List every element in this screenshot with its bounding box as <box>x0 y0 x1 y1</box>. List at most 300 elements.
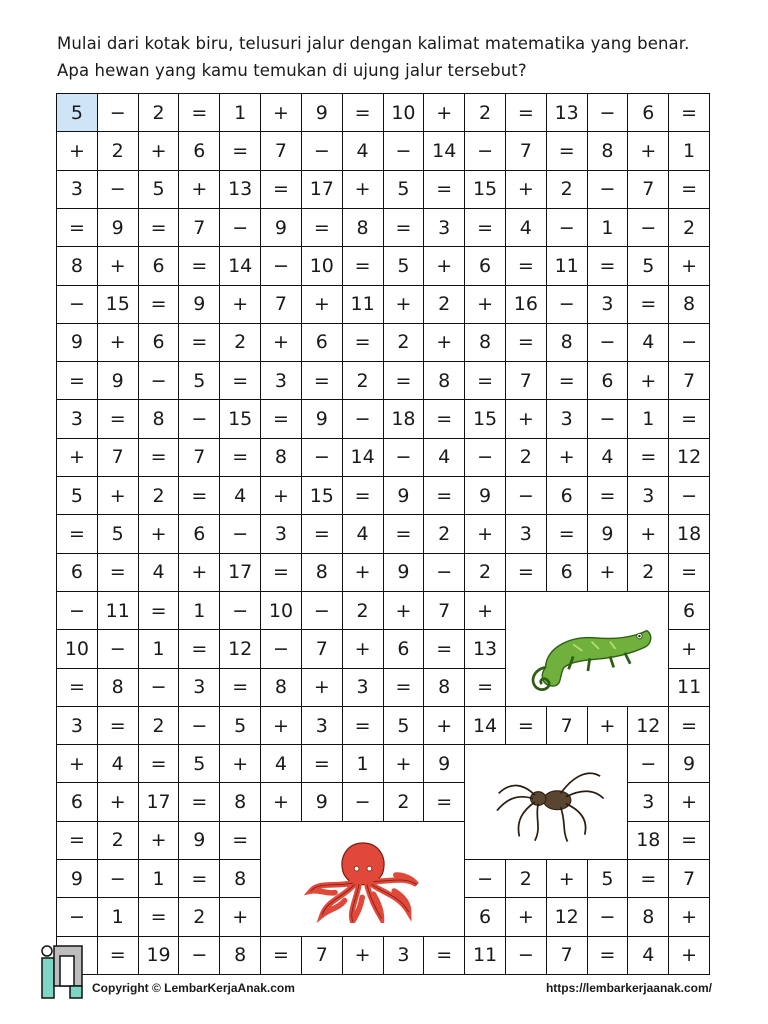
grid-cell[interactable]: 6 <box>464 246 506 285</box>
grid-cell[interactable]: 5 <box>178 744 220 783</box>
grid-cell[interactable]: − <box>138 361 180 400</box>
grid-cell[interactable]: − <box>546 285 588 324</box>
grid-cell[interactable]: 18 <box>383 399 425 438</box>
grid-cell[interactable]: = <box>219 131 261 170</box>
grid-cell[interactable]: 7 <box>423 591 465 630</box>
grid-cell[interactable]: + <box>219 744 261 783</box>
grid-cell[interactable]: = <box>97 936 139 975</box>
grid-cell[interactable]: = <box>138 208 180 247</box>
grid-cell[interactable]: = <box>301 208 343 247</box>
grid-cell[interactable]: 3 <box>56 706 98 745</box>
grid-cell[interactable]: 5 <box>627 246 669 285</box>
grid-cell[interactable]: − <box>260 246 302 285</box>
grid-cell[interactable]: 4 <box>260 744 302 783</box>
grid-cell[interactable]: 1 <box>138 859 180 898</box>
grid-cell[interactable]: 15 <box>219 399 261 438</box>
grid-cell[interactable]: 8 <box>97 668 139 707</box>
grid-cell[interactable]: 3 <box>260 361 302 400</box>
grid-cell[interactable]: 10 <box>56 629 98 668</box>
grid-cell[interactable]: + <box>219 285 261 324</box>
grid-cell[interactable]: = <box>464 208 506 247</box>
grid-cell[interactable]: 9 <box>383 476 425 515</box>
grid-cell[interactable]: 1 <box>627 399 669 438</box>
grid-cell[interactable]: 2 <box>342 361 384 400</box>
grid-cell[interactable]: + <box>97 323 139 362</box>
grid-cell[interactable]: = <box>505 706 547 745</box>
grid-cell[interactable]: + <box>97 246 139 285</box>
grid-cell[interactable]: + <box>97 476 139 515</box>
grid-cell[interactable]: + <box>260 782 302 821</box>
grid-cell[interactable]: 9 <box>56 859 98 898</box>
grid-cell[interactable]: 8 <box>342 208 384 247</box>
grid-cell[interactable]: = <box>342 476 384 515</box>
grid-cell[interactable]: 2 <box>138 93 180 132</box>
grid-cell[interactable]: = <box>219 438 261 477</box>
grid-cell[interactable]: 11 <box>342 285 384 324</box>
grid-cell[interactable]: + <box>56 744 98 783</box>
grid-cell[interactable]: 11 <box>464 936 506 975</box>
grid-cell[interactable]: − <box>56 285 98 324</box>
grid-cell[interactable]: + <box>668 246 710 285</box>
grid-cell[interactable]: 11 <box>97 591 139 630</box>
grid-cell[interactable]: 9 <box>464 476 506 515</box>
grid-cell[interactable]: 6 <box>138 246 180 285</box>
grid-cell[interactable]: 8 <box>423 668 465 707</box>
grid-cell[interactable]: + <box>138 821 180 860</box>
grid-cell[interactable]: + <box>668 897 710 936</box>
grid-cell[interactable]: − <box>587 323 629 362</box>
grid-cell[interactable]: 1 <box>342 744 384 783</box>
grid-cell[interactable]: 4 <box>627 323 669 362</box>
grid-cell[interactable]: − <box>342 399 384 438</box>
grid-cell[interactable]: − <box>587 93 629 132</box>
grid-cell[interactable]: + <box>423 323 465 362</box>
grid-cell[interactable]: 3 <box>342 668 384 707</box>
grid-cell[interactable]: + <box>546 859 588 898</box>
grid-cell[interactable]: = <box>668 399 710 438</box>
grid-cell[interactable]: 8 <box>627 897 669 936</box>
grid-cell[interactable]: + <box>138 131 180 170</box>
grid-cell[interactable]: 1 <box>97 897 139 936</box>
grid-cell[interactable]: + <box>383 744 425 783</box>
grid-cell[interactable]: = <box>423 629 465 668</box>
grid-cell[interactable]: = <box>178 859 220 898</box>
grid-cell[interactable]: 9 <box>423 744 465 783</box>
grid-cell[interactable]: 11 <box>668 668 710 707</box>
grid-cell[interactable]: − <box>301 591 343 630</box>
grid-cell[interactable]: = <box>464 361 506 400</box>
grid-cell[interactable]: 9 <box>383 553 425 592</box>
grid-cell[interactable]: − <box>464 438 506 477</box>
grid-cell[interactable]: 8 <box>423 361 465 400</box>
grid-cell[interactable]: + <box>587 706 629 745</box>
grid-cell[interactable]: 3 <box>627 782 669 821</box>
grid-cell[interactable]: + <box>505 399 547 438</box>
grid-cell[interactable]: 2 <box>97 131 139 170</box>
grid-cell[interactable]: 9 <box>260 208 302 247</box>
grid-cell[interactable]: 3 <box>505 514 547 553</box>
grid-cell[interactable]: 9 <box>301 93 343 132</box>
grid-cell[interactable]: = <box>178 629 220 668</box>
grid-cell[interactable]: = <box>383 514 425 553</box>
start-cell[interactable]: 5 <box>56 93 98 132</box>
grid-cell[interactable]: 3 <box>260 514 302 553</box>
grid-cell[interactable]: − <box>464 859 506 898</box>
grid-cell[interactable]: 13 <box>546 93 588 132</box>
grid-cell[interactable]: 8 <box>56 246 98 285</box>
grid-cell[interactable]: + <box>342 629 384 668</box>
grid-cell[interactable]: 14 <box>423 131 465 170</box>
grid-cell[interactable]: − <box>178 936 220 975</box>
grid-cell[interactable]: + <box>505 170 547 209</box>
grid-cell[interactable]: 6 <box>587 361 629 400</box>
grid-cell[interactable]: = <box>138 438 180 477</box>
grid-cell[interactable]: + <box>423 246 465 285</box>
grid-cell[interactable]: 14 <box>219 246 261 285</box>
grid-cell[interactable]: 3 <box>56 399 98 438</box>
grid-cell[interactable]: + <box>342 936 384 975</box>
grid-cell[interactable]: 9 <box>587 514 629 553</box>
grid-cell[interactable]: 14 <box>342 438 384 477</box>
grid-cell[interactable]: 6 <box>668 591 710 630</box>
grid-cell[interactable]: 4 <box>342 131 384 170</box>
grid-cell[interactable]: 6 <box>464 897 506 936</box>
grid-cell[interactable]: 4 <box>627 936 669 975</box>
grid-cell[interactable]: 14 <box>464 706 506 745</box>
grid-cell[interactable]: 3 <box>56 170 98 209</box>
grid-cell[interactable]: 8 <box>260 438 302 477</box>
grid-cell[interactable]: + <box>546 438 588 477</box>
grid-cell[interactable]: + <box>627 361 669 400</box>
grid-cell[interactable]: 2 <box>505 859 547 898</box>
grid-cell[interactable]: 12 <box>668 438 710 477</box>
grid-cell[interactable]: − <box>423 553 465 592</box>
grid-cell[interactable]: = <box>56 668 98 707</box>
grid-cell[interactable]: = <box>97 553 139 592</box>
grid-cell[interactable]: − <box>668 476 710 515</box>
grid-cell[interactable]: = <box>505 323 547 362</box>
grid-cell[interactable]: − <box>178 399 220 438</box>
grid-cell[interactable]: 2 <box>178 897 220 936</box>
grid-cell[interactable]: 6 <box>301 323 343 362</box>
grid-cell[interactable]: 3 <box>627 476 669 515</box>
grid-cell[interactable]: = <box>138 591 180 630</box>
grid-cell[interactable]: + <box>260 706 302 745</box>
grid-cell[interactable]: 17 <box>219 553 261 592</box>
grid-cell[interactable]: + <box>301 285 343 324</box>
grid-cell[interactable]: = <box>342 93 384 132</box>
grid-cell[interactable]: + <box>178 553 220 592</box>
grid-cell[interactable]: 7 <box>668 361 710 400</box>
grid-cell[interactable]: + <box>464 514 506 553</box>
grid-cell[interactable]: + <box>178 170 220 209</box>
grid-cell[interactable]: = <box>260 399 302 438</box>
grid-cell[interactable]: 8 <box>138 399 180 438</box>
grid-cell[interactable]: = <box>587 246 629 285</box>
grid-cell[interactable]: − <box>219 591 261 630</box>
grid-cell[interactable]: + <box>627 131 669 170</box>
grid-cell[interactable]: + <box>342 170 384 209</box>
grid-cell[interactable]: − <box>97 629 139 668</box>
grid-cell[interactable]: = <box>97 706 139 745</box>
grid-cell[interactable]: = <box>546 131 588 170</box>
grid-cell[interactable]: 5 <box>219 706 261 745</box>
grid-cell[interactable]: = <box>546 361 588 400</box>
grid-cell[interactable]: 9 <box>178 285 220 324</box>
grid-cell[interactable]: 7 <box>627 170 669 209</box>
grid-cell[interactable]: 15 <box>464 170 506 209</box>
grid-cell[interactable]: 18 <box>668 514 710 553</box>
grid-cell[interactable]: − <box>56 591 98 630</box>
grid-cell[interactable]: 8 <box>219 859 261 898</box>
grid-cell[interactable]: + <box>260 323 302 362</box>
grid-cell[interactable]: − <box>587 399 629 438</box>
grid-cell[interactable]: 17 <box>138 782 180 821</box>
grid-cell[interactable]: 1 <box>587 208 629 247</box>
grid-cell[interactable]: 2 <box>464 553 506 592</box>
grid-cell[interactable]: 13 <box>219 170 261 209</box>
grid-cell[interactable]: 16 <box>505 285 547 324</box>
grid-cell[interactable]: 2 <box>505 438 547 477</box>
grid-cell[interactable]: 2 <box>423 514 465 553</box>
grid-cell[interactable]: 12 <box>219 629 261 668</box>
grid-cell[interactable]: = <box>423 936 465 975</box>
grid-cell[interactable]: + <box>383 591 425 630</box>
grid-cell[interactable]: 7 <box>505 361 547 400</box>
grid-cell[interactable]: − <box>301 131 343 170</box>
grid-cell[interactable]: 2 <box>668 208 710 247</box>
grid-cell[interactable]: − <box>505 936 547 975</box>
grid-cell[interactable]: − <box>178 706 220 745</box>
grid-cell[interactable]: 5 <box>97 514 139 553</box>
grid-cell[interactable]: 7 <box>97 438 139 477</box>
grid-cell[interactable]: 3 <box>301 706 343 745</box>
grid-cell[interactable]: = <box>505 553 547 592</box>
grid-cell[interactable]: = <box>260 553 302 592</box>
grid-cell[interactable]: 8 <box>301 553 343 592</box>
grid-cell[interactable]: = <box>505 93 547 132</box>
grid-cell[interactable]: 2 <box>464 93 506 132</box>
grid-cell[interactable]: + <box>505 897 547 936</box>
grid-cell[interactable]: = <box>423 782 465 821</box>
grid-cell[interactable]: 1 <box>668 131 710 170</box>
grid-cell[interactable]: + <box>627 514 669 553</box>
grid-cell[interactable]: 12 <box>627 706 669 745</box>
grid-cell[interactable]: − <box>56 897 98 936</box>
grid-cell[interactable]: = <box>423 476 465 515</box>
grid-cell[interactable]: 6 <box>178 131 220 170</box>
grid-cell[interactable]: + <box>219 897 261 936</box>
grid-cell[interactable]: 8 <box>587 131 629 170</box>
grid-cell[interactable]: − <box>587 897 629 936</box>
grid-cell[interactable]: 5 <box>383 706 425 745</box>
grid-cell[interactable]: − <box>383 131 425 170</box>
grid-cell[interactable]: − <box>301 438 343 477</box>
grid-cell[interactable]: + <box>668 782 710 821</box>
grid-cell[interactable]: 7 <box>546 706 588 745</box>
grid-cell[interactable]: = <box>668 706 710 745</box>
grid-cell[interactable]: 7 <box>668 859 710 898</box>
grid-cell[interactable]: = <box>383 361 425 400</box>
grid-cell[interactable]: + <box>97 782 139 821</box>
grid-cell[interactable]: − <box>138 668 180 707</box>
grid-cell[interactable]: 7 <box>260 285 302 324</box>
grid-cell[interactable]: = <box>138 897 180 936</box>
grid-cell[interactable]: 2 <box>97 821 139 860</box>
grid-cell[interactable]: = <box>505 246 547 285</box>
grid-cell[interactable]: = <box>383 668 425 707</box>
grid-cell[interactable]: = <box>97 399 139 438</box>
grid-cell[interactable]: 2 <box>423 285 465 324</box>
grid-cell[interactable]: + <box>668 936 710 975</box>
grid-cell[interactable]: = <box>260 170 302 209</box>
grid-cell[interactable]: − <box>627 744 669 783</box>
grid-cell[interactable]: 2 <box>627 553 669 592</box>
grid-cell[interactable]: = <box>56 821 98 860</box>
grid-cell[interactable]: = <box>627 285 669 324</box>
grid-cell[interactable]: = <box>178 476 220 515</box>
grid-cell[interactable]: − <box>219 208 261 247</box>
grid-cell[interactable]: − <box>219 514 261 553</box>
grid-cell[interactable]: 15 <box>464 399 506 438</box>
grid-cell[interactable]: = <box>464 668 506 707</box>
grid-cell[interactable]: 2 <box>383 323 425 362</box>
grid-cell[interactable]: = <box>342 246 384 285</box>
grid-cell[interactable]: 13 <box>464 629 506 668</box>
grid-cell[interactable]: 4 <box>423 438 465 477</box>
grid-cell[interactable]: − <box>546 208 588 247</box>
grid-cell[interactable]: + <box>260 476 302 515</box>
grid-cell[interactable]: 17 <box>301 170 343 209</box>
grid-cell[interactable]: = <box>56 361 98 400</box>
grid-cell[interactable]: + <box>423 93 465 132</box>
grid-cell[interactable]: + <box>383 285 425 324</box>
grid-cell[interactable]: = <box>219 361 261 400</box>
grid-cell[interactable]: = <box>342 323 384 362</box>
grid-cell[interactable]: 7 <box>505 131 547 170</box>
grid-cell[interactable]: = <box>587 936 629 975</box>
grid-cell[interactable]: + <box>342 553 384 592</box>
grid-cell[interactable]: 9 <box>178 821 220 860</box>
grid-cell[interactable]: 11 <box>546 246 588 285</box>
grid-cell[interactable]: 10 <box>260 591 302 630</box>
grid-cell[interactable]: = <box>301 744 343 783</box>
grid-cell[interactable]: = <box>56 514 98 553</box>
grid-cell[interactable]: = <box>627 859 669 898</box>
grid-cell[interactable]: 5 <box>383 246 425 285</box>
grid-cell[interactable]: 8 <box>219 936 261 975</box>
grid-cell[interactable]: 9 <box>301 399 343 438</box>
grid-cell[interactable]: − <box>342 782 384 821</box>
grid-cell[interactable]: 5 <box>587 859 629 898</box>
grid-cell[interactable]: 6 <box>627 93 669 132</box>
grid-cell[interactable]: 7 <box>301 629 343 668</box>
grid-cell[interactable]: = <box>138 285 180 324</box>
grid-cell[interactable]: 4 <box>505 208 547 247</box>
grid-cell[interactable]: 6 <box>138 323 180 362</box>
grid-cell[interactable]: 3 <box>587 285 629 324</box>
grid-cell[interactable]: = <box>668 821 710 860</box>
grid-cell[interactable]: 6 <box>546 553 588 592</box>
grid-cell[interactable]: + <box>587 553 629 592</box>
grid-cell[interactable]: − <box>383 438 425 477</box>
grid-cell[interactable]: 3 <box>178 668 220 707</box>
grid-cell[interactable]: = <box>178 93 220 132</box>
grid-cell[interactable]: 6 <box>56 782 98 821</box>
website-url[interactable]: https://lembarkerjaanak.com/ <box>545 981 712 995</box>
grid-cell[interactable]: 4 <box>587 438 629 477</box>
grid-cell[interactable]: 10 <box>301 246 343 285</box>
grid-cell[interactable]: 4 <box>219 476 261 515</box>
grid-cell[interactable]: 5 <box>56 476 98 515</box>
grid-cell[interactable]: 8 <box>464 323 506 362</box>
grid-cell[interactable]: − <box>587 170 629 209</box>
grid-cell[interactable]: = <box>178 782 220 821</box>
grid-cell[interactable]: = <box>383 208 425 247</box>
grid-cell[interactable]: 9 <box>56 323 98 362</box>
grid-cell[interactable]: = <box>423 399 465 438</box>
grid-cell[interactable]: 4 <box>138 553 180 592</box>
grid-cell[interactable]: 18 <box>627 821 669 860</box>
grid-cell[interactable]: − <box>505 476 547 515</box>
grid-cell[interactable]: = <box>178 246 220 285</box>
grid-cell[interactable]: = <box>178 323 220 362</box>
grid-cell[interactable]: 19 <box>138 936 180 975</box>
grid-cell[interactable]: = <box>668 553 710 592</box>
grid-cell[interactable]: = <box>342 706 384 745</box>
grid-cell[interactable]: 2 <box>219 323 261 362</box>
grid-cell[interactable]: = <box>219 821 261 860</box>
grid-cell[interactable]: = <box>138 744 180 783</box>
grid-cell[interactable]: 6 <box>383 629 425 668</box>
grid-cell[interactable]: + <box>423 706 465 745</box>
grid-cell[interactable]: = <box>260 936 302 975</box>
grid-cell[interactable]: 15 <box>97 285 139 324</box>
grid-cell[interactable]: = <box>301 514 343 553</box>
grid-cell[interactable]: − <box>464 131 506 170</box>
grid-cell[interactable]: = <box>56 208 98 247</box>
grid-cell[interactable]: 5 <box>383 170 425 209</box>
grid-cell[interactable]: 2 <box>138 706 180 745</box>
grid-cell[interactable]: 9 <box>668 744 710 783</box>
grid-cell[interactable]: + <box>668 629 710 668</box>
grid-cell[interactable]: + <box>138 514 180 553</box>
grid-cell[interactable]: + <box>56 438 98 477</box>
grid-cell[interactable]: 1 <box>219 93 261 132</box>
grid-cell[interactable]: 9 <box>301 782 343 821</box>
grid-cell[interactable]: 2 <box>342 591 384 630</box>
grid-cell[interactable]: − <box>97 859 139 898</box>
grid-cell[interactable]: 8 <box>260 668 302 707</box>
grid-cell[interactable]: + <box>464 285 506 324</box>
grid-cell[interactable]: + <box>56 131 98 170</box>
grid-cell[interactable]: = <box>219 668 261 707</box>
grid-cell[interactable]: 2 <box>138 476 180 515</box>
grid-cell[interactable]: 7 <box>178 438 220 477</box>
grid-cell[interactable]: 6 <box>56 553 98 592</box>
grid-cell[interactable]: − <box>668 323 710 362</box>
grid-cell[interactable]: + <box>260 93 302 132</box>
grid-cell[interactable]: − <box>260 629 302 668</box>
grid-cell[interactable]: = <box>423 170 465 209</box>
grid-cell[interactable]: 3 <box>546 399 588 438</box>
grid-cell[interactable]: 2 <box>383 782 425 821</box>
grid-cell[interactable]: 5 <box>178 361 220 400</box>
grid-cell[interactable]: 3 <box>383 936 425 975</box>
grid-cell[interactable]: 8 <box>546 323 588 362</box>
grid-cell[interactable]: 6 <box>546 476 588 515</box>
grid-cell[interactable]: 15 <box>301 476 343 515</box>
